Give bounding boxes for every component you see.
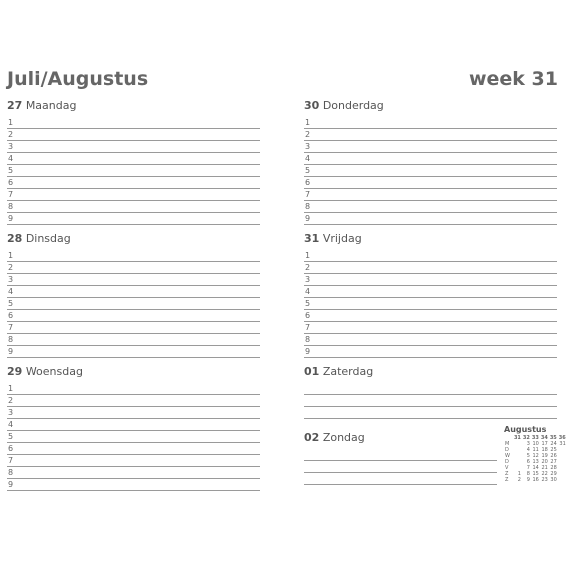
hour-line-number: 5 [8, 166, 14, 175]
mini-calendar-date: 14 [532, 465, 539, 471]
day-name: Zaterdag [322, 365, 374, 378]
hour-line [304, 129, 557, 141]
hour-line [7, 467, 260, 479]
day-block-saturday [304, 365, 557, 419]
mini-calendar-date: 9 [526, 477, 530, 483]
hour-line-number: 3 [8, 142, 14, 151]
hour-lines [304, 117, 557, 225]
day-number: 01 [304, 365, 320, 378]
hour-lines [7, 383, 260, 491]
hour-line-number: 6 [8, 311, 14, 320]
hour-line-number: 5 [8, 432, 14, 441]
hour-line [7, 153, 260, 165]
hour-line [304, 177, 557, 189]
day-block-sunday [304, 431, 497, 485]
mini-calendar-grid [504, 435, 567, 483]
day-title [304, 232, 557, 246]
hour-line-number: 2 [8, 396, 14, 405]
hour-line-number: 1 [305, 251, 311, 260]
hour-line-number: 9 [8, 214, 14, 223]
hour-line-number: 4 [8, 154, 14, 163]
hour-line-number: 9 [8, 347, 14, 356]
hour-line-number: 7 [305, 190, 311, 199]
mini-calendar-date: 22 [541, 471, 548, 477]
hour-line-number: 4 [8, 420, 14, 429]
note-line [304, 383, 557, 395]
mini-calendar-date: 11 [532, 447, 539, 453]
hour-line [304, 189, 557, 201]
hour-line [304, 153, 557, 165]
hour-line [304, 250, 557, 262]
mini-calendar-date: 31 [559, 441, 566, 447]
mini-calendar-date: 17 [541, 441, 548, 447]
hour-line-number: 8 [305, 202, 311, 211]
day-number: 27 [7, 99, 23, 112]
note-lines [304, 449, 497, 485]
mini-calendar-week-number: 34 [540, 435, 548, 441]
hour-line-number: 3 [305, 142, 311, 151]
day-name: Maandag [25, 99, 77, 112]
hour-line [7, 310, 260, 322]
hour-line-number: 3 [305, 275, 311, 284]
mini-calendar-date: 23 [541, 477, 548, 483]
mini-calendar-weekday: V [505, 465, 509, 471]
hour-line [304, 346, 557, 358]
hour-line [304, 286, 557, 298]
day-title [304, 431, 497, 445]
mini-calendar-date: 18 [541, 447, 548, 453]
hour-line [7, 141, 260, 153]
hour-line-number: 9 [8, 480, 14, 489]
hour-line-number: 8 [8, 202, 14, 211]
hour-line [304, 201, 557, 213]
mini-calendar-weekday: M [505, 441, 510, 447]
day-name: Vrijdag [322, 232, 362, 245]
day-block-tuesday [7, 232, 260, 358]
hour-line [304, 274, 557, 286]
day-title [7, 99, 260, 113]
hour-line [7, 129, 260, 141]
hour-line [7, 407, 260, 419]
hour-line [304, 141, 557, 153]
hour-line [7, 479, 260, 491]
mini-calendar-date: 19 [541, 453, 548, 459]
day-title [304, 99, 557, 113]
note-lines [304, 383, 557, 419]
hour-line [304, 213, 557, 225]
mini-calendar-date: 25 [550, 447, 557, 453]
hour-line-number: 7 [8, 190, 14, 199]
hour-line [7, 165, 260, 177]
hour-line-number: 1 [305, 118, 311, 127]
mini-calendar-title: Augustus [504, 425, 547, 434]
mini-calendar-date: 10 [532, 441, 539, 447]
hour-line [7, 322, 260, 334]
page-title: Juli/Augustus [7, 68, 149, 90]
hour-line [7, 395, 260, 407]
day-number: 28 [7, 232, 23, 245]
hour-line [7, 383, 260, 395]
hour-line [304, 117, 557, 129]
mini-calendar-date: 2 [517, 477, 521, 483]
mini-calendar-weekday: D [505, 459, 509, 465]
day-block-friday [304, 232, 557, 358]
hour-line [304, 262, 557, 274]
hour-line-number: 3 [8, 275, 14, 284]
hour-line-number: 6 [305, 178, 311, 187]
note-line [304, 473, 497, 485]
mini-calendar-weekday: W [505, 453, 510, 459]
hour-line [7, 117, 260, 129]
mini-calendar-weekday: Z [505, 477, 509, 483]
mini-calendar-date: 16 [532, 477, 539, 483]
hour-line-number: 2 [8, 263, 14, 272]
mini-calendar-week-number: 31 [513, 435, 521, 441]
mini-calendar-date: 4 [526, 447, 530, 453]
mini-calendar-date: 7 [526, 465, 530, 471]
hour-lines [304, 250, 557, 358]
hour-line-number: 4 [305, 154, 311, 163]
hour-line-number: 6 [305, 311, 311, 320]
note-line [304, 449, 497, 461]
hour-line [7, 189, 260, 201]
day-name: Dinsdag [25, 232, 71, 245]
hour-line-number: 8 [8, 468, 14, 477]
hour-line [7, 455, 260, 467]
hour-line [7, 274, 260, 286]
hour-line [7, 286, 260, 298]
mini-calendar-date: 13 [532, 459, 539, 465]
day-number: 02 [304, 431, 320, 444]
mini-calendar-week-number: 32 [522, 435, 530, 441]
day-name: Zondag [322, 431, 365, 444]
day-number: 31 [304, 232, 320, 245]
day-number: 30 [304, 99, 320, 112]
hour-lines [7, 117, 260, 225]
mini-calendar-date: 8 [526, 471, 530, 477]
hour-line-number: 2 [305, 130, 311, 139]
mini-calendar-date: 21 [541, 465, 548, 471]
mini-calendar-day-row [504, 477, 567, 483]
hour-line-number: 7 [8, 323, 14, 332]
mini-calendar-date: 24 [550, 441, 557, 447]
mini-calendar [504, 425, 574, 483]
day-name: Woensdag [25, 365, 83, 378]
hour-line-number: 3 [8, 408, 14, 417]
hour-line [7, 346, 260, 358]
hour-line-number: 5 [305, 299, 311, 308]
hour-line-number: 5 [305, 166, 311, 175]
mini-calendar-date: 26 [550, 453, 557, 459]
hour-line [7, 431, 260, 443]
mini-calendar-date: 1 [517, 471, 521, 477]
hour-line [7, 250, 260, 262]
hour-line [7, 213, 260, 225]
hour-line-number: 1 [8, 251, 14, 260]
hour-line-number: 2 [8, 130, 14, 139]
mini-calendar-date: 28 [550, 465, 557, 471]
day-block-wednesday [7, 365, 260, 491]
mini-calendar-weekday: D [505, 447, 509, 453]
hour-line-number: 8 [305, 335, 311, 344]
day-number: 29 [7, 365, 23, 378]
hour-line [7, 201, 260, 213]
mini-calendar-date: 15 [532, 471, 539, 477]
hour-line-number: 9 [305, 347, 311, 356]
mini-calendar-week-number: 33 [531, 435, 539, 441]
hour-line [7, 443, 260, 455]
hour-line-number: 7 [305, 323, 311, 332]
day-title [7, 365, 260, 379]
hour-line [7, 419, 260, 431]
hour-line-number: 6 [8, 444, 14, 453]
hour-line-number: 6 [8, 178, 14, 187]
hour-line-number: 1 [8, 384, 14, 393]
hour-line [7, 298, 260, 310]
mini-calendar-date: 3 [526, 441, 530, 447]
hour-line [304, 334, 557, 346]
hour-line-number: 9 [305, 214, 311, 223]
hour-line [304, 322, 557, 334]
hour-line-number: 8 [8, 335, 14, 344]
day-block-monday [7, 99, 260, 225]
mini-calendar-date: 5 [526, 453, 530, 459]
hour-line [304, 165, 557, 177]
hour-line [7, 177, 260, 189]
mini-calendar-weekday: Z [505, 471, 509, 477]
hour-line-number: 7 [8, 456, 14, 465]
day-title [7, 232, 260, 246]
hour-line-number: 4 [8, 287, 14, 296]
mini-calendar-week-number: 36 [558, 435, 566, 441]
mini-calendar-date [558, 477, 567, 483]
hour-line-number: 2 [305, 263, 311, 272]
day-block-thursday [304, 99, 557, 225]
note-line [304, 407, 557, 419]
mini-calendar-date: 12 [532, 453, 539, 459]
hour-line-number: 1 [8, 118, 14, 127]
mini-calendar-date: 30 [550, 477, 557, 483]
mini-calendar-date: 20 [541, 459, 548, 465]
hour-line [304, 298, 557, 310]
note-line [304, 461, 497, 473]
week-number: week 31 [468, 68, 558, 90]
hour-line [304, 310, 557, 322]
mini-calendar-week-number: 35 [549, 435, 557, 441]
hour-lines [7, 250, 260, 358]
mini-calendar-date: 27 [550, 459, 557, 465]
hour-line [7, 334, 260, 346]
mini-calendar-date: 6 [526, 459, 530, 465]
hour-line-number: 4 [305, 287, 311, 296]
day-name: Donderdag [322, 99, 384, 112]
day-title [304, 365, 557, 379]
hour-line-number: 5 [8, 299, 14, 308]
note-line [304, 395, 557, 407]
hour-line [7, 262, 260, 274]
mini-calendar-date: 29 [550, 471, 557, 477]
